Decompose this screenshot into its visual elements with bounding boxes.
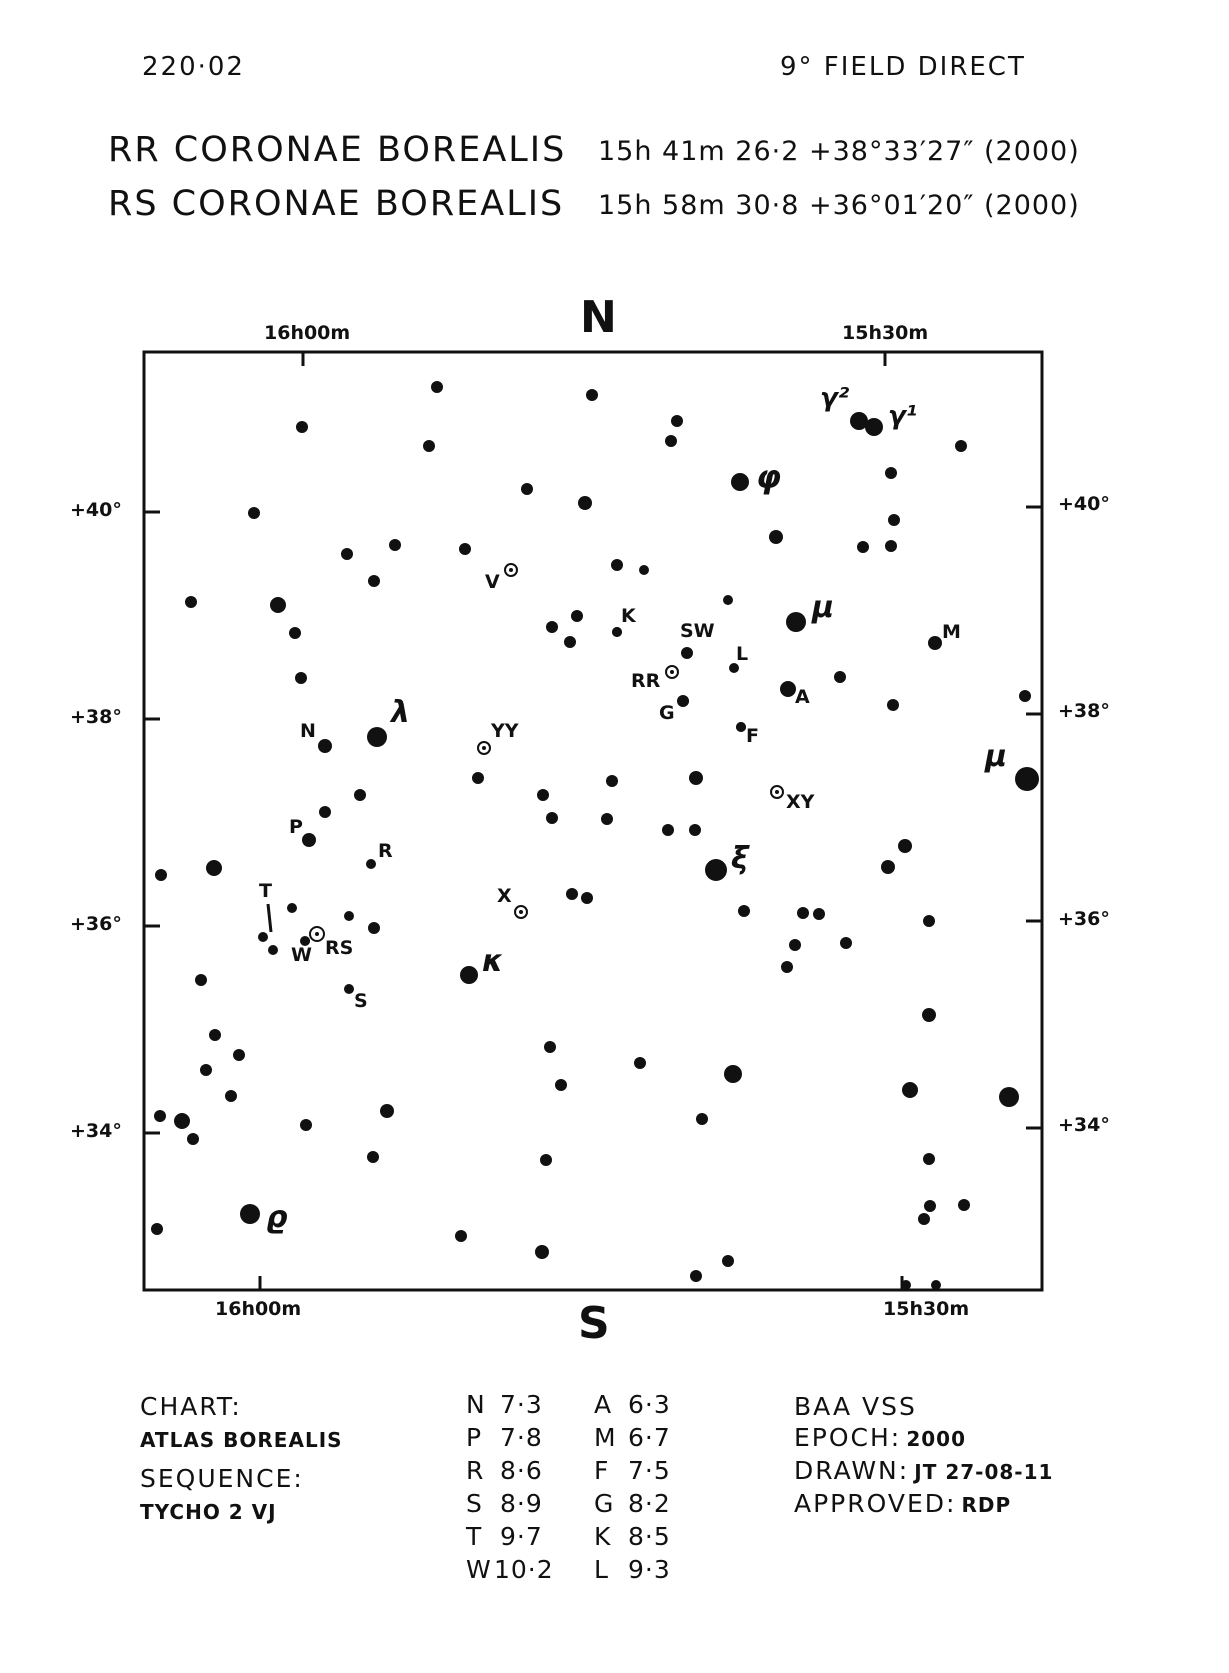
star (601, 813, 613, 825)
comp-star-F (736, 722, 746, 732)
star (270, 597, 286, 613)
sequence-list-right (594, 1388, 671, 1586)
label-phi: φ (756, 458, 782, 496)
star (606, 775, 618, 787)
dec-right-38: +38° (1058, 700, 1110, 722)
star (187, 1133, 199, 1145)
variable-dot-XY (775, 790, 779, 794)
comp-star-T (268, 945, 278, 955)
star (566, 888, 578, 900)
star (922, 1008, 936, 1022)
dec-left-34: +34° (70, 1120, 122, 1142)
sequence-star: N (466, 1390, 486, 1419)
star (174, 1113, 190, 1129)
label-XY: XY (786, 791, 815, 813)
star-rho (240, 1204, 260, 1224)
approved-value: RDP (961, 1493, 1012, 1517)
variable-dot-RR (670, 670, 674, 674)
sequence-mag: 8·6 (500, 1456, 543, 1485)
label-RR: RR (631, 670, 661, 692)
label-F: F (746, 725, 759, 747)
star (931, 1280, 941, 1290)
star (537, 789, 549, 801)
dec-left-38: +38° (70, 706, 122, 728)
sequence-star: G (594, 1489, 615, 1518)
comp-star-S (344, 984, 354, 994)
approved-line (794, 1489, 1011, 1518)
star (521, 483, 533, 495)
epoch-value: 2000 (906, 1427, 966, 1451)
label-RS: RS (325, 937, 354, 959)
pointer-T (268, 904, 271, 932)
sequence-list-left (466, 1388, 554, 1586)
sequence-star: F (594, 1456, 610, 1485)
star (296, 421, 308, 433)
star (781, 961, 793, 973)
ra-bottom-right: 15h30m (883, 1298, 970, 1320)
star-mu-upper (786, 612, 806, 632)
star (546, 812, 558, 824)
star (769, 530, 783, 544)
sequence-star: A (594, 1390, 613, 1419)
label-R: R (378, 840, 393, 862)
label-rho: ϱ (266, 1200, 288, 1235)
sequence-entry (466, 1487, 554, 1520)
approved-label: APPROVED: (794, 1489, 957, 1518)
star (696, 1113, 708, 1125)
star-kappa (460, 966, 478, 984)
star (918, 1213, 930, 1225)
chart-id: 220·02 (142, 52, 245, 82)
label-V: V (485, 571, 500, 593)
sequence-star: L (594, 1555, 609, 1584)
variable-dot-V (509, 568, 513, 572)
target-coords-rr: 15h 41m 26·2 +38°33′27″ (2000) (598, 136, 1080, 167)
star (289, 627, 301, 639)
drawn-label: DRAWN: (794, 1456, 910, 1485)
ra-bottom-left: 16h00m (215, 1298, 302, 1320)
star (662, 824, 674, 836)
label-mu-right: μ (985, 739, 1008, 774)
target-name-rs: RS CORONAE BOREALIS (108, 184, 565, 224)
star (248, 507, 260, 519)
chart-source: ATLAS BOREALIS (140, 1428, 343, 1452)
star (367, 1151, 379, 1163)
sequence-star: T (466, 1522, 483, 1551)
chart-frame (144, 352, 1042, 1290)
dec-left-36: +36° (70, 913, 122, 935)
epoch-line (794, 1423, 966, 1452)
sequence-entry (594, 1487, 671, 1520)
comp-star-A (780, 681, 796, 697)
variable-dot-RS (315, 932, 319, 936)
star (789, 939, 801, 951)
star (1019, 690, 1031, 702)
sequence-mag: 9·3 (628, 1555, 671, 1584)
sequence-label: SEQUENCE: (140, 1464, 304, 1493)
sequence-source: TYCHO 2 VJ (140, 1500, 277, 1524)
label-N: N (300, 720, 316, 742)
star (455, 1230, 467, 1242)
label-YY: YY (491, 720, 519, 742)
target-name-rr: RR CORONAE BOREALIS (108, 130, 567, 170)
star (389, 539, 401, 551)
dec-left-40: +40° (70, 499, 122, 521)
star (300, 1119, 312, 1131)
star (341, 548, 353, 560)
sequence-star: M (594, 1423, 617, 1452)
sequence-star: P (466, 1423, 483, 1452)
comp-star-SW (684, 649, 692, 657)
dec-right-36: +36° (1058, 908, 1110, 930)
star (689, 771, 703, 785)
comp-star-P (302, 833, 316, 847)
star-right-bright (999, 1087, 1019, 1107)
star (209, 1029, 221, 1041)
star (225, 1090, 237, 1102)
star (639, 565, 649, 575)
sequence-mag: 7·3 (500, 1390, 543, 1419)
organization: BAA VSS (794, 1392, 917, 1421)
star (923, 915, 935, 927)
star (738, 905, 750, 917)
star (665, 435, 677, 447)
star (195, 974, 207, 986)
star (723, 595, 733, 605)
drawn-line (794, 1456, 1053, 1485)
variable-dot-YY (482, 746, 486, 750)
star-mu-right (1015, 767, 1039, 791)
sequence-star: K (594, 1522, 612, 1551)
sequence-mag: 6·3 (628, 1390, 671, 1419)
star (885, 540, 897, 552)
comp-star-G (679, 696, 689, 706)
star (564, 636, 576, 648)
star-lambda (367, 727, 387, 747)
sequence-mag: 7·5 (628, 1456, 671, 1485)
south-label: S (578, 1298, 610, 1349)
star (319, 806, 331, 818)
star (924, 1200, 936, 1212)
label-P: P (289, 816, 303, 838)
target-coords-rs: 15h 58m 30·8 +36°01′20″ (2000) (598, 190, 1080, 221)
star (797, 907, 809, 919)
sequence-entry (466, 1553, 554, 1586)
label-xi: ξ (731, 841, 749, 876)
star-gamma1 (865, 418, 883, 436)
chart-label: CHART: (140, 1392, 242, 1421)
comp-star-K (612, 627, 622, 637)
sequence-star: S (466, 1489, 483, 1518)
ra-top-left: 16h00m (264, 322, 351, 344)
label-L: L (736, 643, 749, 665)
star (258, 932, 268, 942)
epoch-label: EPOCH: (794, 1423, 902, 1452)
label-K: K (621, 605, 636, 627)
star (857, 541, 869, 553)
dec-right-40: +40° (1058, 493, 1110, 515)
label-M: M (942, 621, 961, 643)
sequence-mag: 9·7 (500, 1522, 543, 1551)
north-label: N (580, 292, 617, 343)
star (885, 467, 897, 479)
star (881, 860, 895, 874)
star (955, 440, 967, 452)
drawn-value: JT 27-08-11 (914, 1460, 1054, 1484)
label-S: S (354, 990, 368, 1012)
sequence-mag: 8·2 (628, 1489, 671, 1518)
star (902, 1082, 918, 1098)
sequence-mag: 6·7 (628, 1423, 671, 1452)
sequence-star: R (466, 1456, 485, 1485)
star (154, 1110, 166, 1122)
star-bright-lower (724, 1065, 742, 1083)
label-T: T (259, 880, 272, 902)
sequence-entry (594, 1520, 671, 1553)
star-field (151, 381, 1039, 1290)
star (689, 824, 701, 836)
label-lambda: λ (391, 695, 410, 730)
sequence-mag: 10·2 (494, 1555, 554, 1584)
star (887, 699, 899, 711)
star (295, 672, 307, 684)
star (540, 1154, 552, 1166)
sequence-mag: 8·5 (628, 1522, 671, 1551)
star (459, 543, 471, 555)
field-size: 9° FIELD DIRECT (780, 52, 1026, 82)
star (586, 389, 598, 401)
star (634, 1057, 646, 1069)
star (571, 610, 583, 622)
star (958, 1199, 970, 1211)
comp-star-M (928, 636, 942, 650)
sequence-entry (466, 1520, 554, 1553)
star (368, 922, 380, 934)
star (888, 514, 900, 526)
star (923, 1153, 935, 1165)
label-G: G (659, 702, 675, 724)
comp-star-R (366, 859, 376, 869)
label-gamma2: γ² (820, 383, 850, 413)
comp-star-L (730, 664, 738, 672)
label-A: A (795, 686, 810, 708)
label-X: X (497, 885, 512, 907)
star (344, 911, 354, 921)
sequence-entry (466, 1388, 554, 1421)
star (535, 1245, 549, 1259)
star (155, 869, 167, 881)
sequence-entry (594, 1553, 671, 1586)
star (431, 381, 443, 393)
star (690, 1270, 702, 1282)
star (901, 1280, 911, 1290)
star (380, 1104, 394, 1118)
sequence-entry (594, 1388, 671, 1421)
star (555, 1079, 567, 1091)
sequence-mag: 8·9 (500, 1489, 543, 1518)
star (151, 1223, 163, 1235)
ra-top-right: 15h30m (842, 322, 929, 344)
star (611, 559, 623, 571)
star (368, 575, 380, 587)
star (200, 1064, 212, 1076)
star (671, 415, 683, 427)
dec-right-34: +34° (1058, 1114, 1110, 1136)
star (206, 860, 222, 876)
sequence-star: W (466, 1555, 492, 1584)
star (354, 789, 366, 801)
star (834, 671, 846, 683)
label-gamma1: γ¹ (888, 401, 918, 431)
star (185, 596, 197, 608)
star (472, 772, 484, 784)
label-SW: SW (680, 620, 715, 642)
star (578, 496, 592, 510)
variable-dot-X (519, 910, 523, 914)
label-W: W (291, 944, 312, 966)
star (546, 621, 558, 633)
label-kappa: κ (482, 944, 504, 979)
star-xi (705, 859, 727, 881)
star (423, 440, 435, 452)
sequence-entry (594, 1454, 671, 1487)
star (287, 903, 297, 913)
star (544, 1041, 556, 1053)
star (581, 892, 593, 904)
sequence-mag: 7·8 (500, 1423, 543, 1452)
sequence-entry (594, 1421, 671, 1454)
label-mu-upper: μ (812, 590, 835, 625)
star (813, 908, 825, 920)
star (840, 937, 852, 949)
star (722, 1255, 734, 1267)
sequence-entry (466, 1454, 554, 1487)
sequence-entry (466, 1421, 554, 1454)
comp-star-N (318, 739, 332, 753)
star-phi (731, 473, 749, 491)
star (233, 1049, 245, 1061)
star (898, 839, 912, 853)
